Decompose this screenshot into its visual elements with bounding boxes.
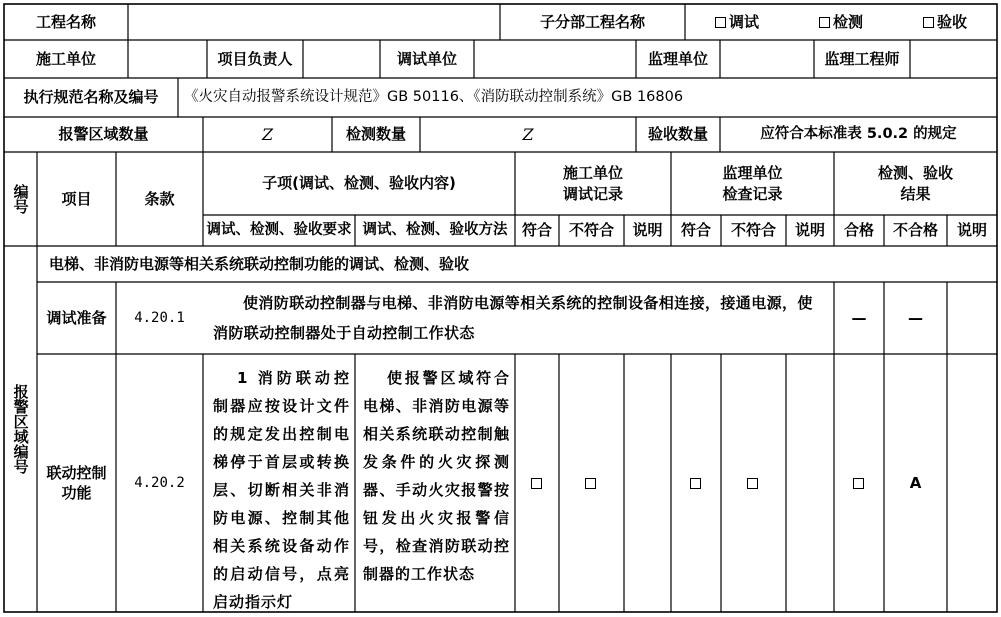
- alarm-area-count-value: Z: [261, 124, 274, 144]
- col-item-header: 项目: [61, 189, 92, 208]
- sub-project-label: 子分部工程名称: [539, 12, 645, 31]
- debug-unit-label: 调试单位: [396, 49, 457, 68]
- col-result-header: [834, 152, 997, 215]
- row2-construction-conform[interactable]: [515, 354, 559, 612]
- row2-clause: 4.20.2: [134, 474, 185, 491]
- checkbox-icon[interactable]: [531, 478, 542, 489]
- test-count-value: Z: [522, 124, 534, 144]
- option-debug[interactable]: [715, 12, 759, 32]
- option-test-label: 检测: [832, 12, 863, 31]
- checkbox-icon[interactable]: [923, 17, 934, 28]
- col-result-unqualified: 不合格: [892, 221, 938, 240]
- alarm-area-count-label: 报警区域数量: [58, 125, 149, 144]
- col-construction-record-header: [515, 152, 671, 215]
- acceptance-count-label: 验收数量: [647, 125, 708, 144]
- result-line1: 检测、验收: [877, 164, 953, 183]
- test-count-label: 检测数量: [345, 125, 406, 144]
- col-result-qualified: 合格: [843, 221, 874, 240]
- construction-record-line1: 施工单位: [562, 164, 623, 183]
- checkbox-icon[interactable]: [747, 478, 758, 489]
- supervision-record-line2: 检查记录: [722, 184, 783, 203]
- row2-item: 联动控制功能: [46, 463, 107, 502]
- col-subitem-header: 子项(调试、检测、验收内容): [262, 174, 456, 193]
- checkbox-icon[interactable]: [690, 478, 701, 489]
- spec-label: 执行规范名称及编号: [23, 88, 159, 107]
- area-number-label: 报警区域编号: [11, 384, 30, 474]
- col-construction-conform: 符合: [521, 221, 552, 240]
- option-acceptance-label: 验收: [936, 12, 967, 31]
- spec-value: 《火灾自动报警系统设计规范》GB 50116、《消防联动控制系统》GB 16806: [184, 88, 684, 105]
- section-title: 电梯、非消防电源等相关系统联动控制功能的调试、检测、验收: [49, 254, 470, 273]
- col-clause-header: 条款: [144, 189, 175, 208]
- project-name-label: 工程名称: [35, 12, 96, 31]
- row1-clause: 4.20.1: [134, 309, 185, 326]
- col-supervision-record-header: [671, 152, 834, 215]
- row1-unqualified: —: [908, 308, 923, 327]
- row2-requirement: 1 消防联动控制器应按设计文件的规定发出控制电梯停于首层或转换层、切断相关非消防电源、控制其他相关系统设备动作的启动信号，点亮启动指示灯: [213, 369, 350, 611]
- col-construction-not-conform: 不符合: [568, 221, 614, 240]
- col-supervision-conform: 符合: [680, 221, 711, 240]
- col-supervision-remark: 说明: [794, 221, 825, 240]
- row2-construction-not-conform[interactable]: [559, 354, 624, 612]
- supervising-engineer-label: 监理工程师: [824, 49, 900, 68]
- construction-record-line2: 调试记录: [562, 184, 623, 203]
- option-test[interactable]: [819, 12, 863, 32]
- checkbox-icon[interactable]: [819, 17, 830, 28]
- acceptance-count-value: 应符合本标准表 5.0.2 的规定: [760, 125, 957, 142]
- construction-unit-label: 施工单位: [35, 49, 96, 68]
- option-acceptance[interactable]: [923, 12, 967, 32]
- row2-supervision-not-conform[interactable]: [721, 354, 786, 612]
- stage-options: [685, 4, 997, 40]
- supervision-record-line1: 监理单位: [722, 164, 783, 183]
- row2-result-qualified[interactable]: [834, 354, 884, 612]
- result-line2: 结果: [900, 184, 931, 203]
- row2-supervision-conform[interactable]: [671, 354, 721, 612]
- col-requirement-header: 调试、检测、验收要求: [206, 221, 352, 238]
- project-name-field[interactable]: [128, 4, 500, 40]
- row1-content: 使消防联动控制器与电梯、非消防电源等相关系统的控制设备相连接，接通电源，使消防联动控制器处于自动控制工作状态: [213, 294, 813, 342]
- col-method-header: 调试、检测、验收方法: [362, 221, 508, 238]
- row2-result-unqualified: A: [909, 473, 922, 492]
- checkbox-icon[interactable]: [715, 17, 726, 28]
- col-construction-remark: 说明: [632, 221, 663, 240]
- col-supervision-not-conform: 不符合: [730, 221, 776, 240]
- col-number-header: 编号: [11, 184, 30, 214]
- project-leader-label: 项目负责人: [217, 49, 293, 68]
- row2-method: 使报警区域符合电梯、非消防电源等相关系统联动控制触发条件的火灾探测器、手动火灾报警按钮发出火灾报警信号，检查消防联动控制器的工作状态: [363, 369, 510, 583]
- checkbox-icon[interactable]: [853, 478, 864, 489]
- row1-qualified: —: [851, 308, 867, 327]
- supervision-unit-label: 监理单位: [647, 49, 708, 68]
- option-debug-label: 调试: [728, 12, 759, 31]
- col-result-remark: 说明: [956, 221, 987, 240]
- row1-item: 调试准备: [46, 308, 107, 327]
- checkbox-icon[interactable]: [585, 478, 596, 489]
